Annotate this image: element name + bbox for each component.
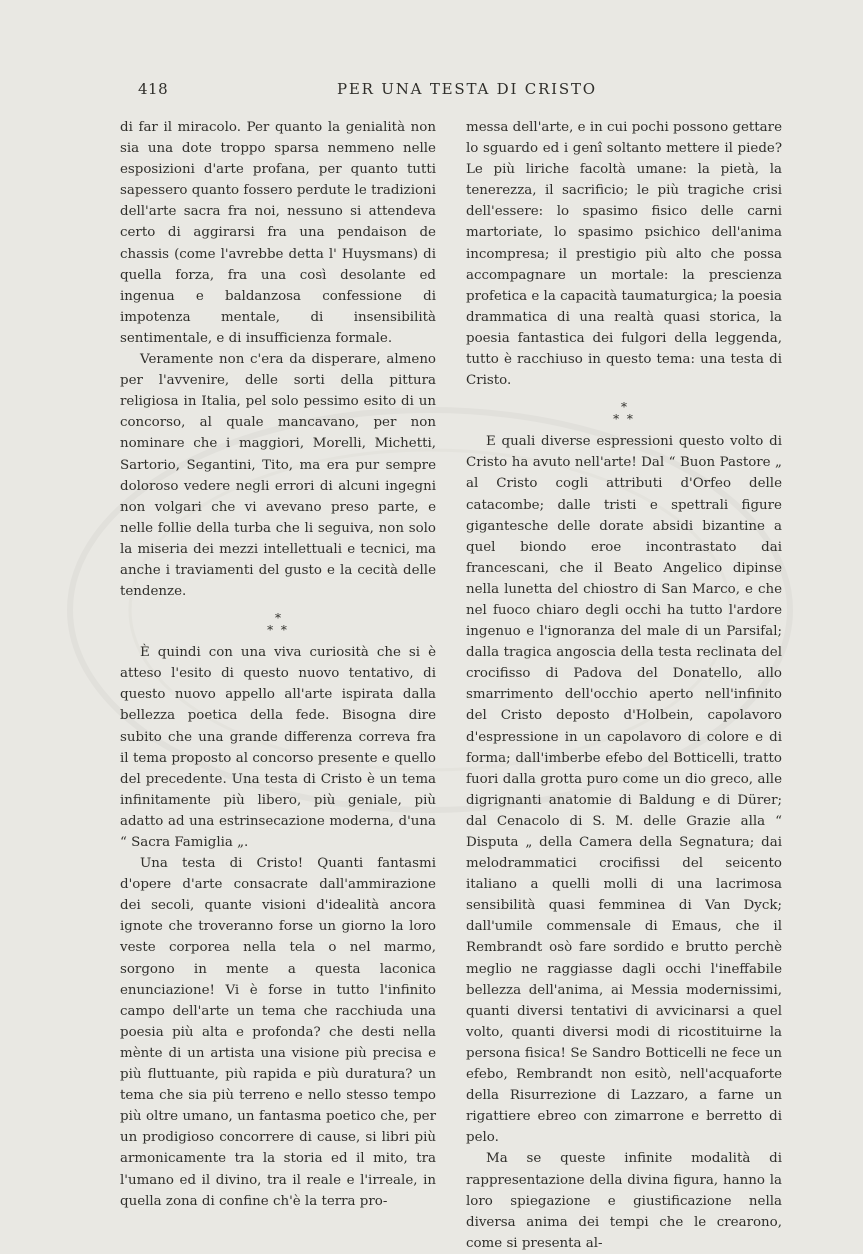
section-separator (466, 391, 782, 431)
page-header (0, 80, 863, 104)
separator-star-bottom: * * (613, 412, 635, 427)
right-column (466, 117, 782, 1254)
paragraph-left-2: Veramente non c'era da disperare, almeno per l'avvenire, delle sorti della pittura religiosa in Italia, pel solo pessimo esito di un concorso, al quale mancavano, per non nominare che i maggiori, Morelli, Michetti, Sartorio, Segantini, Tito, ma era pur sempre doloroso vedere negli errori di alcuni ingegni non volgari che vi avevano preso parte, e nelle follie della turba che li seguiva, non solo la miseria dei mezzi intellettuali e tecnici, ma anche i traviamenti del gusto e la cecità delle tendenze. (120, 352, 436, 600)
paragraph-right-1: messa dell'arte, e in cui pochi possono gettare lo sguardo ed i genî soltanto mettere il piede? Le più liriche facoltà umane: la pietà, la tenerezza, il sacrificio; le più tragiche crisi dell'essere: lo spasimo fisico delle carni martoriate, lo spasimo psichico dell'anima incompresa; il prestigio più alto che possa accompagnare un mortale: la prescienza profetica e la capacità taumaturgica; la poesia drammatica di una realtà quasi storica, la poesia fantastica dei fulgori della leggenda, tutto è racchiuso in questo tema: una testa di Cristo. (466, 120, 782, 389)
separator-star-top: * (621, 400, 627, 415)
separator-star-top: * (275, 611, 281, 626)
paragraph-right-2: E quali diverse espressioni questo volto di Cristo ha avuto nell'arte! Dal “ Buon Pastore „ al Cristo cogli attributi d'Orfeo delle catacombe; dalle tristi e spettrali figure gigantesche delle dorate absidi bizantine a quel biondo eroe incontrastato dai francescani, che il Beato Angelico dipinse nella lunetta del chiostro di San Marco, e che nel fuoco chiaro degli occhi ha tutto l'ardore ingenuo e l'ignoranza del male di un Parsifal; dalla tragica angoscia della testa reclinata del crocifisso di Padova del Donatello, allo smarrimento dell'occhio aperto nell'infinito del Cristo deposto d'Holbein, capolavoro d'espressione in un capolavoro di colore e di forma; dall'imberbe efebo del Botticelli, tratto fuori dalla grotta puro come un dio greco, alle digrignanti anatomie di Baldung e di Dürer; dal Cenacolo di S. M. delle Grazie alla “ Disputa „ della Camera della Segnatura; dai melodrammatici crocifissi del seicento italiano a quelli molli di una lacrimosa sensibilità quasi femminea di Van Dyck; dall'umile commensale di Emaus, che il Rembrandt osò fare sordido e brutto perchè meglio ne raggiasse dagli occhi l'ineffabile bellezza dell'anima, ai Messia modernissimi, quanti diversi tentativi di avvicinarsi a quel volto, quanti diversi modi di ricostituirne la persona fisica! Se Sandro Botticelli ne fece un efebo, Rembrandt non esitò, nell'acquaforte della Risurrezione di Lazzaro, a farne un rigattiere ebreo con zimarrone e berretto di pelo. (466, 434, 782, 1146)
section-separator (120, 602, 436, 642)
left-column (120, 117, 436, 1212)
running-title: PER UNA TESTA DI CRISTO (337, 80, 597, 98)
paragraph-left-4: Una testa di Cristo! Quanti fantasmi d'opere d'arte consacrate dall'ammirazione dei secoli, quante visioni d'idealità ancora ignote che troveranno forse un giorno la loro veste corporea nella tela o nel marmo, sorgono in mente a questa laconica enunciazione! Vi è forse in tutto l'infinito campo dell'arte un tema che racchiuda una poesia più alta e profonda? che desti nella mènte di un artista una visione più precisa e più fluttuante, più rapida e più duratura? un tema che sia più terreno e nello stesso tempo più oltre umano, un fantasma poetico che, per un prodigioso concorrere di cause, si libri più armonicamente tra la storia ed il mito, tra l'umano ed il divino, tra il reale e l'irreale, in quella zona di confine ch'è la terra pro- (120, 856, 436, 1209)
page-number: 418 (138, 80, 169, 98)
paragraph-left-1: di far il miracolo. Per quanto la genialità non sia una dote troppo sparsa nemmeno nelle esposizioni d'arte profana, per quanto tutti sapessero quanto fossero perdute le tradizioni dell'arte sacra fra noi, nessuno si attendeva certo di aggirarsi fra una pendaison de chassis (come l'avrebbe detta l' Huysmans) di quella forza, fra una così desolante ed ingenua e baldanzosa confessione di impotenza mentale, di insensibilità sentimentale, e di insufficienza formale. (120, 120, 436, 346)
paragraph-left-3: È quindi con una viva curiosità che si è atteso l'esito di questo nuovo tentativo, di questo nuovo appello all'arte ispirata dalla bellezza poetica della fede. Bisogna dire subito che una grande differenza correva fra il tema proposto al concorso presente e quello del precedente. Una testa di Cristo è un tema infinitamente più libero, più geniale, più adatto ad una estrinsecazione moderna, d'una “ Sacra Famiglia „. (120, 645, 436, 850)
paragraph-right-3: Ma se queste infinite modalità di rappresentazione della divina figura, hanno la loro spiegazione e giustificazione nella diversa anima dei tempi che le crearono, come si presenta al- (466, 1151, 782, 1251)
separator-star-bottom: * * (267, 623, 289, 638)
